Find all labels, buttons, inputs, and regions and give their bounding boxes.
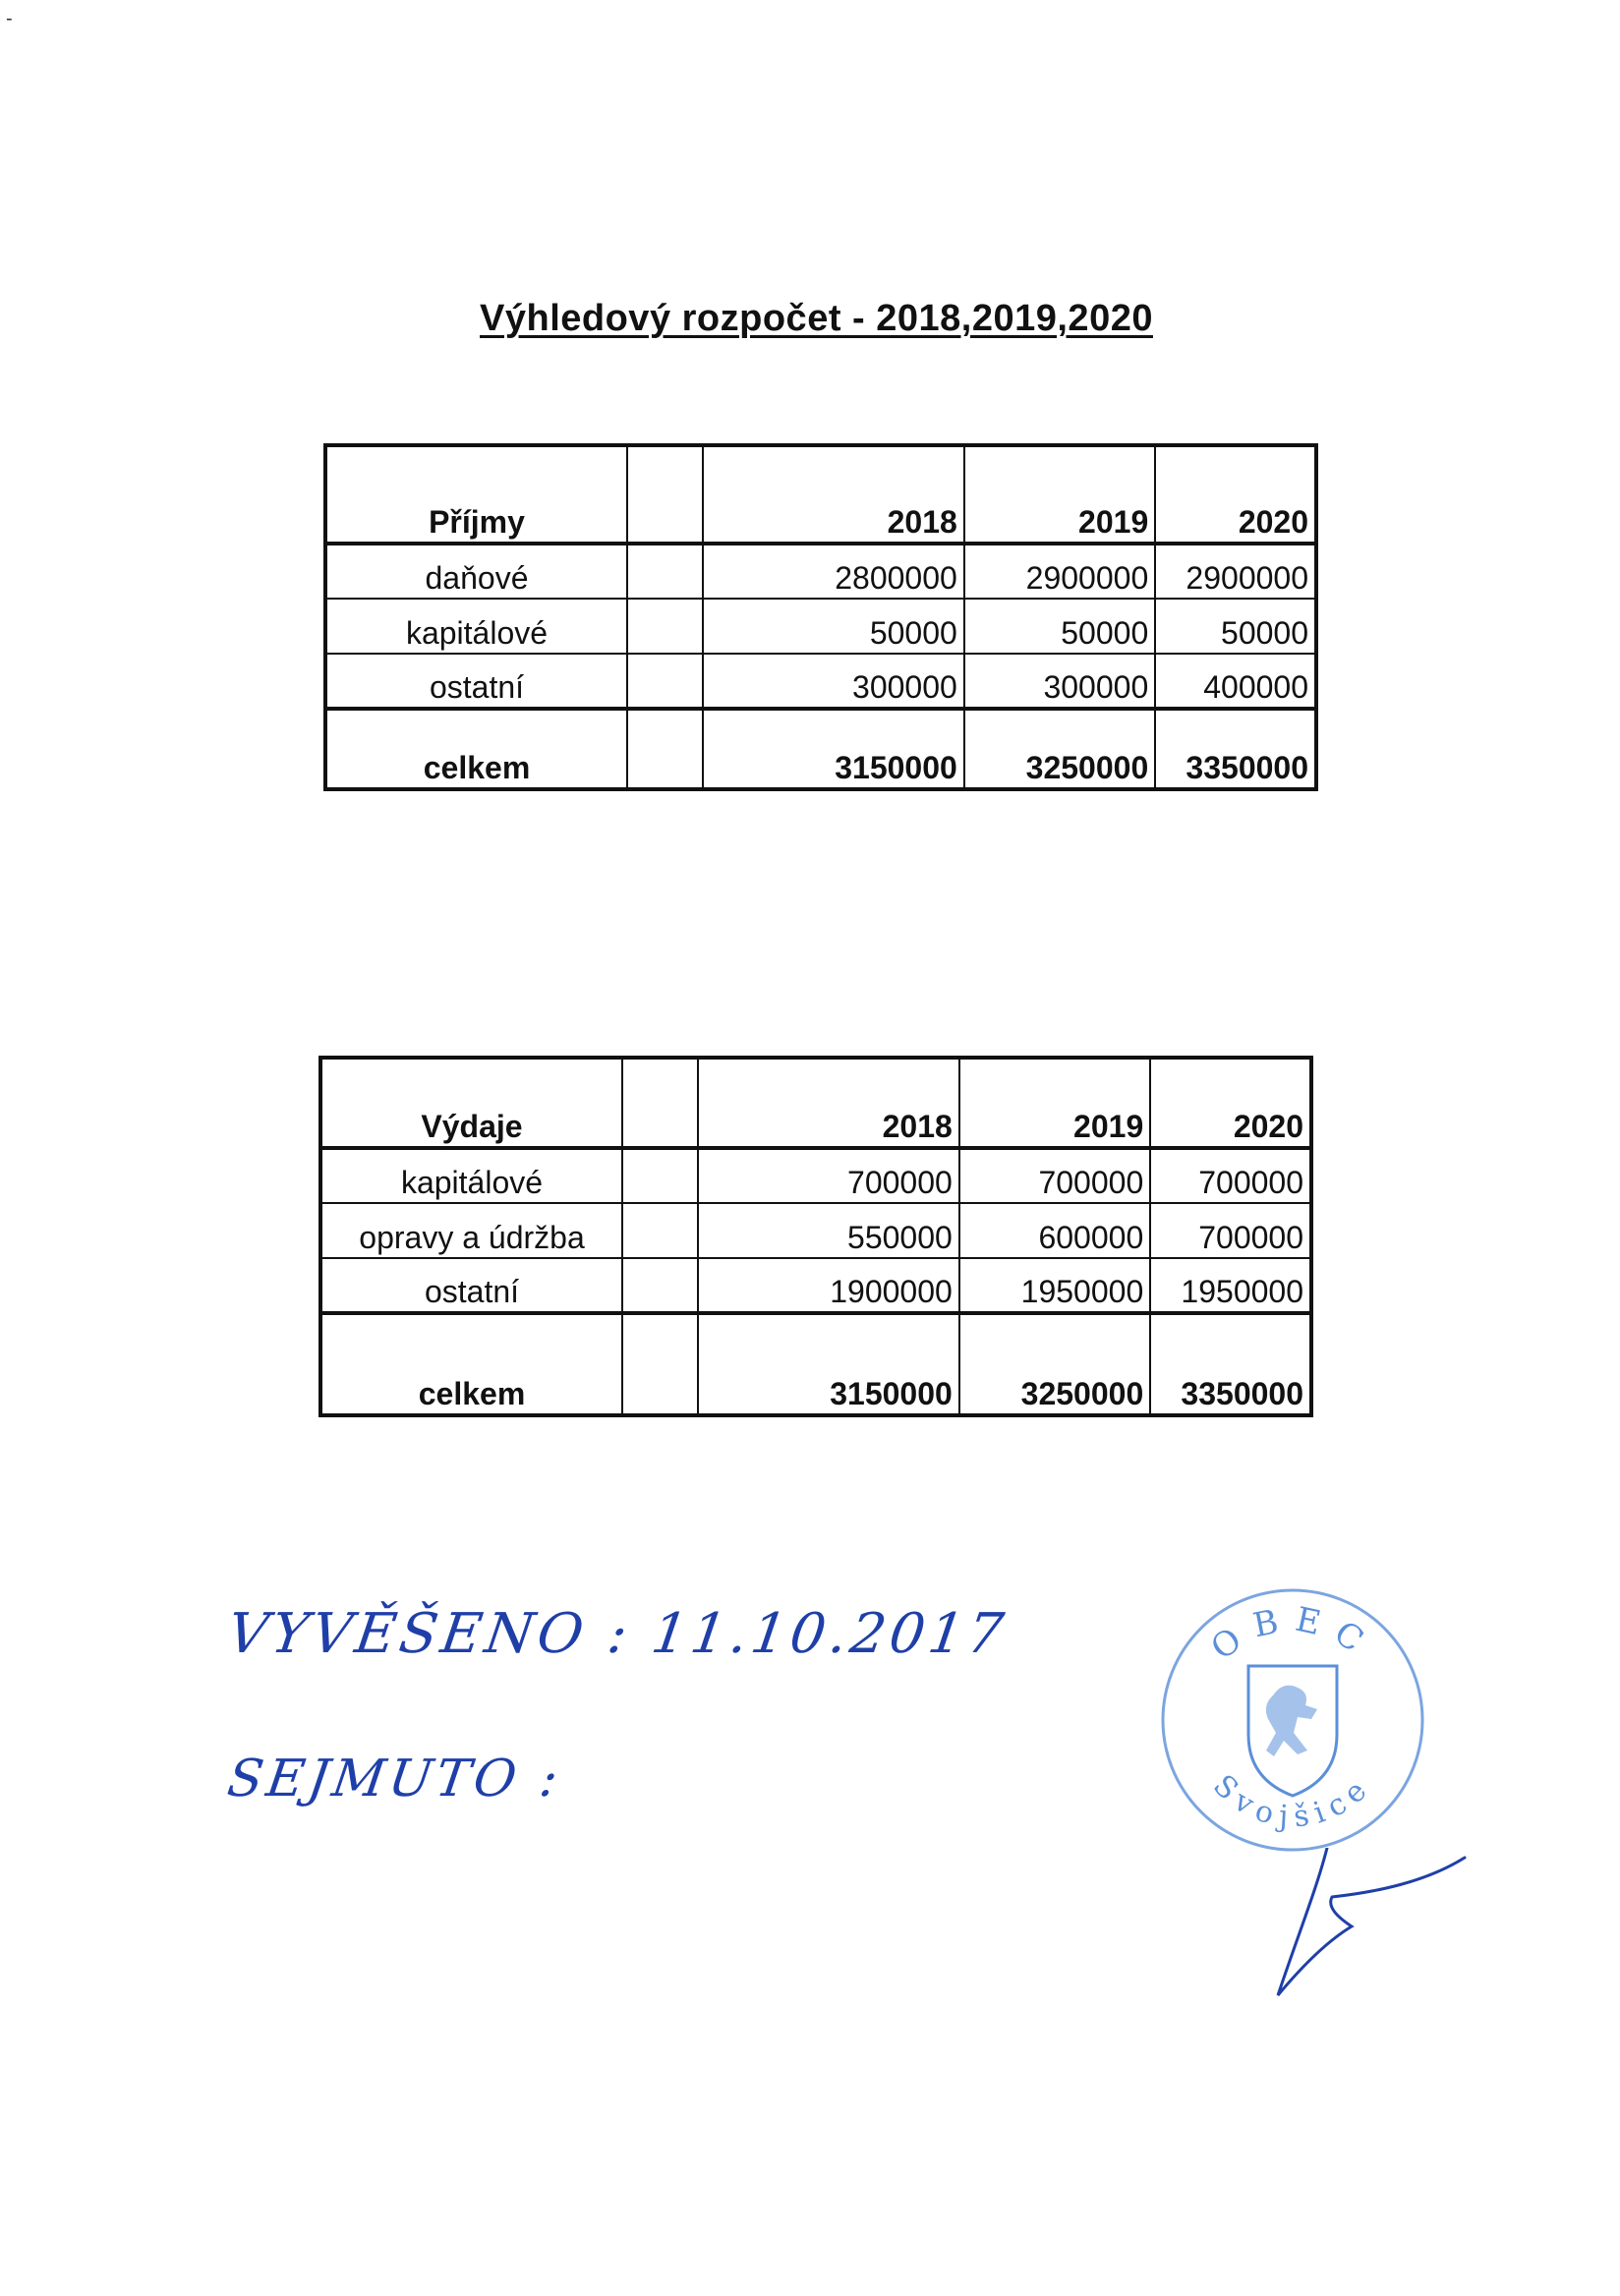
table-row (325, 544, 1316, 599)
blank-cell (627, 709, 703, 789)
table-row (320, 1148, 1311, 1203)
total-value: 3150000 (698, 1313, 959, 1415)
handwritten-removed-note: SEJMUTO : (223, 1750, 566, 1808)
value-cell: 700000 (1150, 1148, 1311, 1203)
row-label: opravy a údržba (320, 1203, 622, 1258)
header-year: 2019 (964, 445, 1155, 544)
table-header-row (320, 1058, 1311, 1148)
total-value: 3150000 (703, 709, 964, 789)
blank-cell (622, 1203, 698, 1258)
blank-cell (627, 599, 703, 654)
value-cell: 2900000 (964, 544, 1155, 599)
value-cell: 50000 (703, 599, 964, 654)
row-label: kapitálové (325, 599, 627, 654)
blank-cell (622, 1313, 698, 1415)
blank-cell (622, 1148, 698, 1203)
blank-cell (622, 1258, 698, 1313)
total-value: 3250000 (959, 1313, 1150, 1415)
value-cell: 700000 (959, 1148, 1150, 1203)
blank-cell (627, 544, 703, 599)
handwritten-signature (1258, 1848, 1475, 2015)
page-title: Výhledový rozpočet - 2018,2019,2020 (480, 298, 1153, 339)
value-cell: 550000 (698, 1203, 959, 1258)
value-cell: 50000 (964, 599, 1155, 654)
header-label: Příjmy (325, 445, 627, 544)
value-cell: 1950000 (1150, 1258, 1311, 1313)
row-label: daňové (325, 544, 627, 599)
total-label: celkem (320, 1313, 622, 1415)
value-cell: 1900000 (698, 1258, 959, 1313)
blank-cell (627, 654, 703, 709)
svg-text:Svojšice (1206, 1768, 1379, 1834)
page-mark: - (6, 8, 13, 29)
row-label: ostatní (325, 654, 627, 709)
table-row (325, 599, 1316, 654)
table-header-row (325, 445, 1316, 544)
value-cell: 300000 (964, 654, 1155, 709)
coat-of-arms-icon (1248, 1666, 1337, 1796)
handwritten-posted-note: VYVĚŠENO : 11.10.2017 (223, 1602, 1012, 1666)
municipal-stamp (1150, 1578, 1435, 1863)
row-label: ostatní (320, 1258, 622, 1313)
value-cell: 600000 (959, 1203, 1150, 1258)
row-label: kapitálové (320, 1148, 622, 1203)
blank-cell (627, 445, 703, 544)
total-value: 3350000 (1155, 709, 1316, 789)
incomes-table (323, 443, 1318, 791)
expenses-table (318, 1056, 1313, 1417)
stamp-top-text: OBEC (1203, 1599, 1382, 1669)
stamp-bottom-text: Svojšice (1205, 1768, 1379, 1835)
table-row (320, 1258, 1311, 1313)
svg-text:OBEC (1204, 1600, 1382, 1669)
value-cell: 2800000 (703, 544, 964, 599)
header-year: 2018 (698, 1058, 959, 1148)
table-row (320, 1203, 1311, 1258)
value-cell: 300000 (703, 654, 964, 709)
value-cell: 700000 (1150, 1203, 1311, 1258)
value-cell: 2900000 (1155, 544, 1316, 599)
table-row (325, 654, 1316, 709)
value-cell: 50000 (1155, 599, 1316, 654)
header-year: 2020 (1150, 1058, 1311, 1148)
value-cell: 400000 (1155, 654, 1316, 709)
header-year: 2018 (703, 445, 964, 544)
table-total-row (320, 1313, 1311, 1415)
blank-cell (622, 1058, 698, 1148)
total-label: celkem (325, 709, 627, 789)
header-year: 2020 (1155, 445, 1316, 544)
total-value: 3250000 (964, 709, 1155, 789)
table-total-row (325, 709, 1316, 789)
value-cell: 700000 (698, 1148, 959, 1203)
header-year: 2019 (959, 1058, 1150, 1148)
value-cell: 1950000 (959, 1258, 1150, 1313)
header-label: Výdaje (320, 1058, 622, 1148)
total-value: 3350000 (1150, 1313, 1311, 1415)
